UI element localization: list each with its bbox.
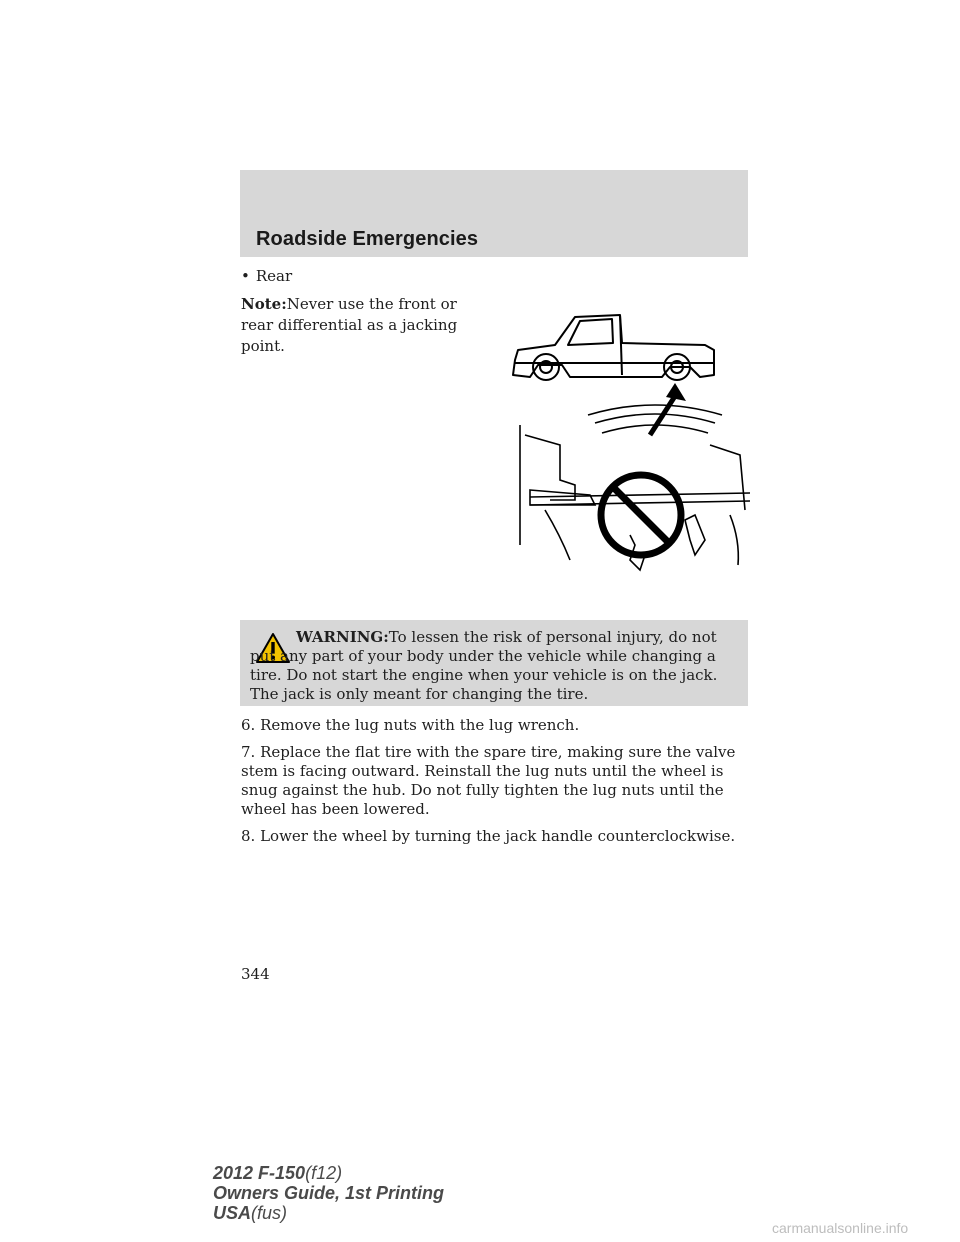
undercarriage-drawing: [520, 405, 750, 570]
document-footer: [213, 1163, 444, 1223]
note-label: Note:: [241, 295, 287, 313]
page-number: 344: [241, 965, 270, 983]
note-text: Never use the front or rear differential as a jacking point.: [241, 295, 458, 355]
step-item: 7. Replace the flat tire with the spare tire, making sure the valve stem is facing outward. Reinstall the lug nuts until the wheel is snug against the hub. Do not fully tighten the lug nuts until the wheel has been lowered.: [241, 743, 736, 818]
truck-drawing: [513, 315, 714, 380]
jacking-point-illustration: [500, 305, 750, 595]
note-paragraph: [241, 294, 486, 357]
section-title: Roadside Emergencies: [256, 228, 479, 250]
bullet-text: Rear: [255, 267, 293, 285]
footer-line-region: USA(fus): [213, 1203, 288, 1223]
warning-body: To lessen the risk of personal injury, do not put any part of your body under the vehicle while changing a tire. Do not start the engine when your vehicle is on the jack. The jack is only meant for changing the tire.: [250, 628, 718, 703]
step-item: 8. Lower the wheel by turning the jack handle counterclockwise.: [241, 827, 736, 845]
section-header: [240, 170, 748, 257]
step-item: 6. Remove the lug nuts with the lug wrench.: [241, 716, 580, 734]
prohibition-icon: [601, 475, 681, 555]
warning-text: [250, 628, 738, 704]
warning-box: [240, 620, 748, 706]
footer-line-guide: Owners Guide, 1st Printing: [213, 1183, 445, 1203]
bullet-item: [241, 267, 292, 285]
steps-list: [241, 716, 749, 854]
bullet-marker: •: [241, 267, 250, 285]
warning-label: WARNING:: [296, 628, 389, 646]
watermark: carmanualsonline.info: [772, 1220, 909, 1236]
footer-line-model: 2012 F-150(f12): [213, 1163, 343, 1183]
